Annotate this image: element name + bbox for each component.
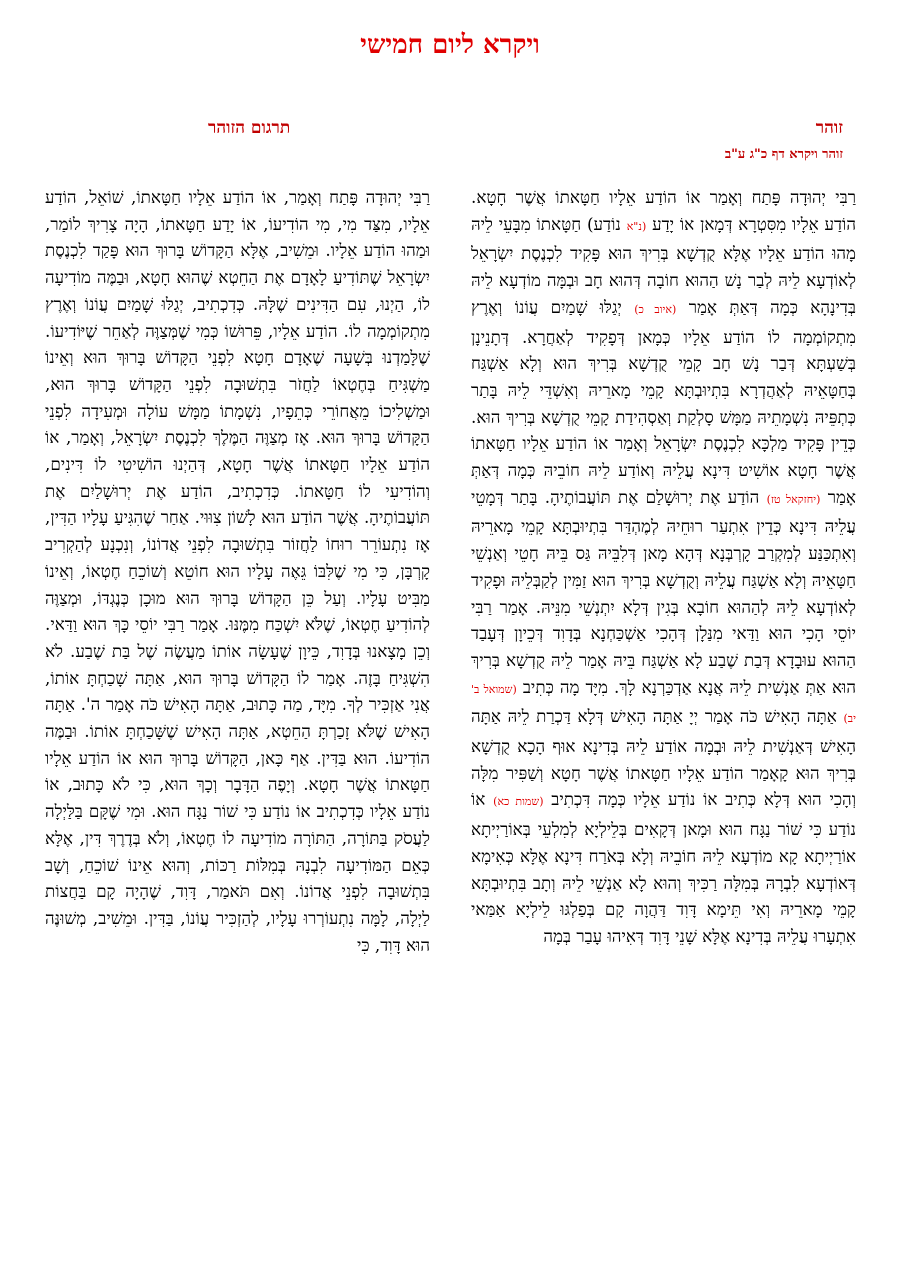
zohar-text-segment: הוֹדַע אֶת יְרוּשָׁלַם אֶת תּוֹעֲבוֹתֶיהָ. בָּתַר דְּמָטֵי עֲלֵיהּ דִּינָא כְּדֵין אִתְעַר רוּחֵיהּ לְמֶהְדַּר בִּתְיוּבְתָּא קָמֵי מָארֵיהּ וְאִתְכַּנַּע לְמִקְרַב קָרְבְּנָא דְּהָא מָאן דְּלִבֵּיהּ גַּס בֵּיהּ חָטֵי וְאַנְשֵׁי חַטָּאֵיהּ וְלָא אַשְׁגַּח עֲלֵיהּ וְקֻדְשָׁא בְּרִיךְ הוּא זַמִּין לְקַבְּלֵיהּ וּפָקִיד לְאוֹדְעָא לֵיהּ לְהַהוּא חוֹבָא בְּגִין דְּלָא יִתְנְשֵׁי מִנֵּיהּ. אָמַר רַבִּי יוֹסֵי הָכִי הוּא וַדַּאי מִנַּלָן דְּהָכִי אַשְׁכַּחְנָא בְּדָוִד דְּכֵיוָן דְּעָבַד הַהוּא עוּבָדָא דְּבַת שֶׁבַע לָא אַשְׁגַּח בֵּיהּ אָמַר לֵיהּ קֻדְשָׁא בְּרִיךְ הוּא אַתְּ אַנְשִׁית לֵיהּ אֲנָא אַדְכַּרְנָא לָךְ. מִיָּד מָה כְּתִיב bbox=[471, 486, 856, 697]
zohar-text-segment: רַבִּי יְהוּדָה פָּתַח וְאָמַר אוֹ הוֹדַע אֵלָיו חַטָּאתוֹ אֲשֶׁר חָטָא. הוֹדַע אֵלָיו מִסִּטְרָא דְּמָאן אוֹ יָדַע bbox=[471, 187, 856, 234]
page-title: ויקרא ליום חמישי bbox=[360, 30, 540, 60]
zohar-aramaic-text bbox=[471, 184, 856, 1256]
source-citation: (שמות כא) bbox=[493, 795, 544, 809]
zohar-text-segment: אוֹ נוֹדַע כִּי שׁוֹר נַגָּח הוּא וּמָאן דְּקָאִים בְּלֵילְיָא לְמִלְעֵי בְּאוֹרַיְיתָא אוֹרַיְיתָא קָא מוֹדְעָא לֵיהּ חוֹבֵיהּ וְלָא בְּאֹרַח דִּינָא אֶלָּא כְּאִימָא דְּאוֹדְעָא לִבְרָהּ בְּמִלָּה רַכִּיךְ וְהוּא לָא אַנְשֵׁי לֵיהּ וְתָב בִּתְיוּבְתָּא קָמֵי מָארֵיהּ וְאִי תֵּימָא דָּוִד דַּהֲוָה קָם בְּפַלְגּוּ לֵילְיָא אַמַּאי אִתְעָרוּ עֲלֵיהּ בְּדִינָא אֶלָּא שָׁנֵי דָּוִד דְּאִיהוּ עָבַר בְּמָה bbox=[471, 789, 856, 946]
translation-text: רַבִּי יְהוּדָה פָּתַח וְאָמַר, אוֹ הוֹדַע אֵלָיו חַטָּאתוֹ, שׁוֹאֵל, הוֹדַע אֵלָיו, מִצַּד מִי, מִי הוֹדִיעוֹ, אוֹ יָדַע חַטָּאתוֹ, הָיָה צָרִיךְ לוֹמַר, וּמַהוּ הוֹדַע אֵלָיו. וּמֵשִׁיב, אֶלָּא הַקָּדוֹשׁ בָּרוּךְ הוּא פָּקַד לִכְנֶסֶת יִשְׂרָאֵל שֶׁתּוֹדִיעַ לָאָדָם אֶת הַחֵטְא שֶׁהוּא חָטָא, וּבַמֶּה מוֹדִיעָה לוֹ, הַיְנוּ, עִם הַדִּינִים שֶׁלָּהּ. כְּדִכְתִיב, יְגַלּוּ שָׁמַיִם עֲוֹנוֹ וְאֶרֶץ מִתְקוֹמְמָה לוֹ. הוֹדַע אֵלָיו, פֵּרוּשׁוֹ כְּמִי שֶׁמְּצַוֶּה לְאַחֵר שֶׁיּוֹדִיעוֹ. שֶׁלָּמַדְנוּ בְּשָׁעָה שֶׁאָדָם חָטָא לִפְנֵי הַקָּדוֹשׁ בָּרוּךְ הוּא וְאֵינוֹ מַשְׁגִּיחַ בְּחֶטְאוֹ לַחֲזֹר בִּתְשׁוּבָה לִפְנֵי הַקָּדוֹשׁ בָּרוּךְ הוּא, וּמַשְׁלִיכוֹ מֵאֲחוֹרֵי כְּתֵפָיו, נִשְׁמָתוֹ מַמָּשׁ עוֹלָה וּמְעִידָה לִפְנֵי הַקָּדוֹשׁ בָּרוּךְ הוּא. אָז מְצַוֶּה הַמֶּלֶךְ לִכְנֶסֶת יִשְׂרָאֵל, וְאָמַר, אוֹ הוֹדַע אֵלָיו חַטָּאתוֹ אֲשֶׁר חָטָא, דְּהַיְנוּ הוֹשִׁיטִי לוֹ דִּינִים, וְהוֹדִיעִי לוֹ חַטָּאתוֹ. כְּדִכְתִיב, הוֹדַע אֶת יְרוּשָׁלַיִם אֶת תּוֹעֲבוֹתֶיהָ. אֲשֶׁר הוֹדַע הוּא לָשׁוֹן צִוּוּי. אַחַר שֶׁהִגִּיעַ עָלָיו הַדִּין, אָז נִתְעוֹרֵר רוּחוֹ לַחֲזוֹר בִּתְשׁוּבָה לִפְנֵי אֲדוֹנוֹ, וְנִכְנָע לְהַקְרִיב קָרְבָּן, כִּי מִי שֶׁלִּבּוֹ גֵּאֶה עָלָיו הוּא חוֹטֵא וְשׁוֹכֵחַ חֶטְאוֹ, וְאֵינוֹ מַבִּיט עָלָיו. וְעַל כֵּן הַקָּדוֹשׁ בָּרוּךְ הוּא מוּכָן כְּנֶגְדּוֹ, וּמְצַוֶּה לְהוֹדִיעַ חֶטְאוֹ, שֶׁלֹּא יִשְׁכַּח מִמֶּנּוּ. אָמַר רַבִּי יוֹסֵי כָּךְ הוּא וַדַּאי. וְכֵן מָצָאנוּ בְּדָוִד, כֵּיוָן שֶׁעָשָׂה אוֹתוֹ מַעֲשֶׂה שֶׁל בַּת שֶׁבַע. לֹא הִשְׁגִּיחַ בָּזֶה. אָמַר לוֹ הַקָּדוֹשׁ בָּרוּךְ הוּא, אַתָּה שָׁכַחְתָּ אוֹתוֹ, אֲנִי אַזְכִּיר לְךָ. מִיָּד, מַה כָּתוּב, אַתָּה הָאִישׁ כֹּה אָמַר ה'. אַתָּה הָאִישׁ שֶׁלֹּא זָכַרְתָּ הַחֵטְא, אַתָּה הָאִישׁ שֶׁשָּׁכַחְתָּ אוֹתוֹ. וּבַמֶּה הוֹדִיעוֹ. הוּא בַּדִּין. אַף כָּאן, הַקָּדוֹשׁ בָּרוּךְ הוּא אוֹ הוֹדַע אֵלָיו חַטָּאתוֹ אֲשֶׁר חָטָא. וְיָפֶה הַדָּבָר וְכָךְ הוּא, כִּי לֹא כָּתוּב, אוֹ נוֹדַע אֵלָיו כְּדִכְתִיב אוֹ נוֹדַע כִּי שׁוֹר נַגָּח הוּא. וּמִי שֶׁקָּם בַּלַּיְלָה לַעֲסֹק בַּתּוֹרָה, הַתּוֹרָה מוֹדִיעָה לוֹ חֶטְאוֹ, וְלֹא בְּדֶרֶךְ דִּין, אֶלָּא כְּאֵם הַמּוֹדִיעָה לִבְנָהּ בְּמִלּוֹת רַכּוֹת, וְהוּא אֵינוֹ שׁוֹכֵחַ, וְשָׁב בִּתְשׁוּבָה לִפְנֵי אֲדוֹנוֹ. וְאִם תֹּאמַר, דָּוִד, שֶׁהָיָה קָם בַּחֲצוֹת לַיְלָה, לָמָּה נִתְעוֹרְרוּ עָלָיו, לְהַזְכִּיר עֲוֹנוֹ, בַּדִּין. וּמֵשִׁיב, מְשׁוּנֶּה הוּא דָּוִד, כִּי bbox=[45, 187, 430, 955]
translation-column-heading: תרגום הזוהר bbox=[208, 118, 291, 138]
zohar-text-segment: אַתָּה הָאִישׁ כֹּה אָמַר יְיָ אַתָּה הָאִישׁ דְּלָא דַּכְרַת לֵיהּ אַתָּה הָאִישׁ דְּאַנְשִׁית לֵיהּ וּבְמָה אוֹדַע לֵיהּ בְּדִינָא אוּף הָכָא קֻדְשָׁא בְּרִיךְ הוּא קָאָמַר הוֹדַע אֵלָיו חַטָּאתוֹ אֲשֶׁר חָטָא וְשַׁפִּיר מִלָּה וְהָכִי הוּא דְּלָא כְּתִיב אוֹ נוֹדַע אֵלָיו כְּמָה דִּכְתִיב bbox=[471, 706, 856, 810]
zohar-text-segment: נוֹדַע) חַטָּאתוֹ מִבָּעֵי לֵיהּ מָהוּ הוֹדַע אֵלָיו אֶלָּא קֻדְשָׁא בְּרִיךְ הוּא פָּקִיד לִכְנֶסֶת יִשְׂרָאֵל לְאוֹדְעָא לֵיהּ לְבַר נָשׁ הַהוּא חוֹבָה דְּהוּא חָב וּבְמָּה מוֹדְעָא לֵיהּ בְּדִינָהָא כְּמָה דְּאַתְּ אָמַר bbox=[471, 213, 856, 317]
source-citation: (יחזקאל טז) bbox=[766, 492, 821, 506]
zohar-text-segment: יְגַלּוּ שָׁמַיִם עֲוֹנוֹ וְאֶרֶץ מִתְקוֹמְמָה לוֹ הוֹדַע אֵלָיו כְּמָאן דְּפָקִיד לְאַחֲרָא. דְּתָנֵינָן בְּשַׁעְתָּא דְּבַר נָשׁ חָב קָמֵי קֻדְשָׁא בְּרִיךְ הוּא וְלָא אַשְׁגַּח בְּחַטָּאֵיהּ לְאַהֲדְרָא בִּתְיוּבְתָּא קָמֵי מָארֵיהּ וְאִשְׁדֵּי לֵיהּ בָּתַר כְּתְפֵּיהּ נִשְׁמָתֵיהּ מַמָּשׁ סָלְקַת וְאַסְהִידַת קָמֵי קֻדְשָׁא בְּרִיךְ הוּא. כְּדֵין פָּקִיד מַלְכָּא לִכְנֶסֶת יִשְׂרָאֵל וְאָמַר אוֹ הוֹדַע אֵלָיו חַטָּאתוֹ אֲשֶׁר חָטָא אוֹשִׁיט דִּינָא עֲלֵיהּ וְאוֹדַע לֵיהּ חוֹבֵיהּ כְּמָה דְּאַתְּ אָמַר bbox=[471, 296, 856, 507]
zohar-column-heading: זוהר bbox=[815, 118, 843, 138]
source-citation: (שמואל ב' יב) bbox=[471, 682, 856, 726]
source-citation: (איוב כ) bbox=[634, 302, 677, 316]
source-citation: (נ"א bbox=[626, 219, 647, 233]
zohar-page-reference: זוהר ויקרא דף כ"ג ע"ב bbox=[724, 147, 843, 162]
hebrew-translation-text bbox=[45, 184, 430, 1256]
